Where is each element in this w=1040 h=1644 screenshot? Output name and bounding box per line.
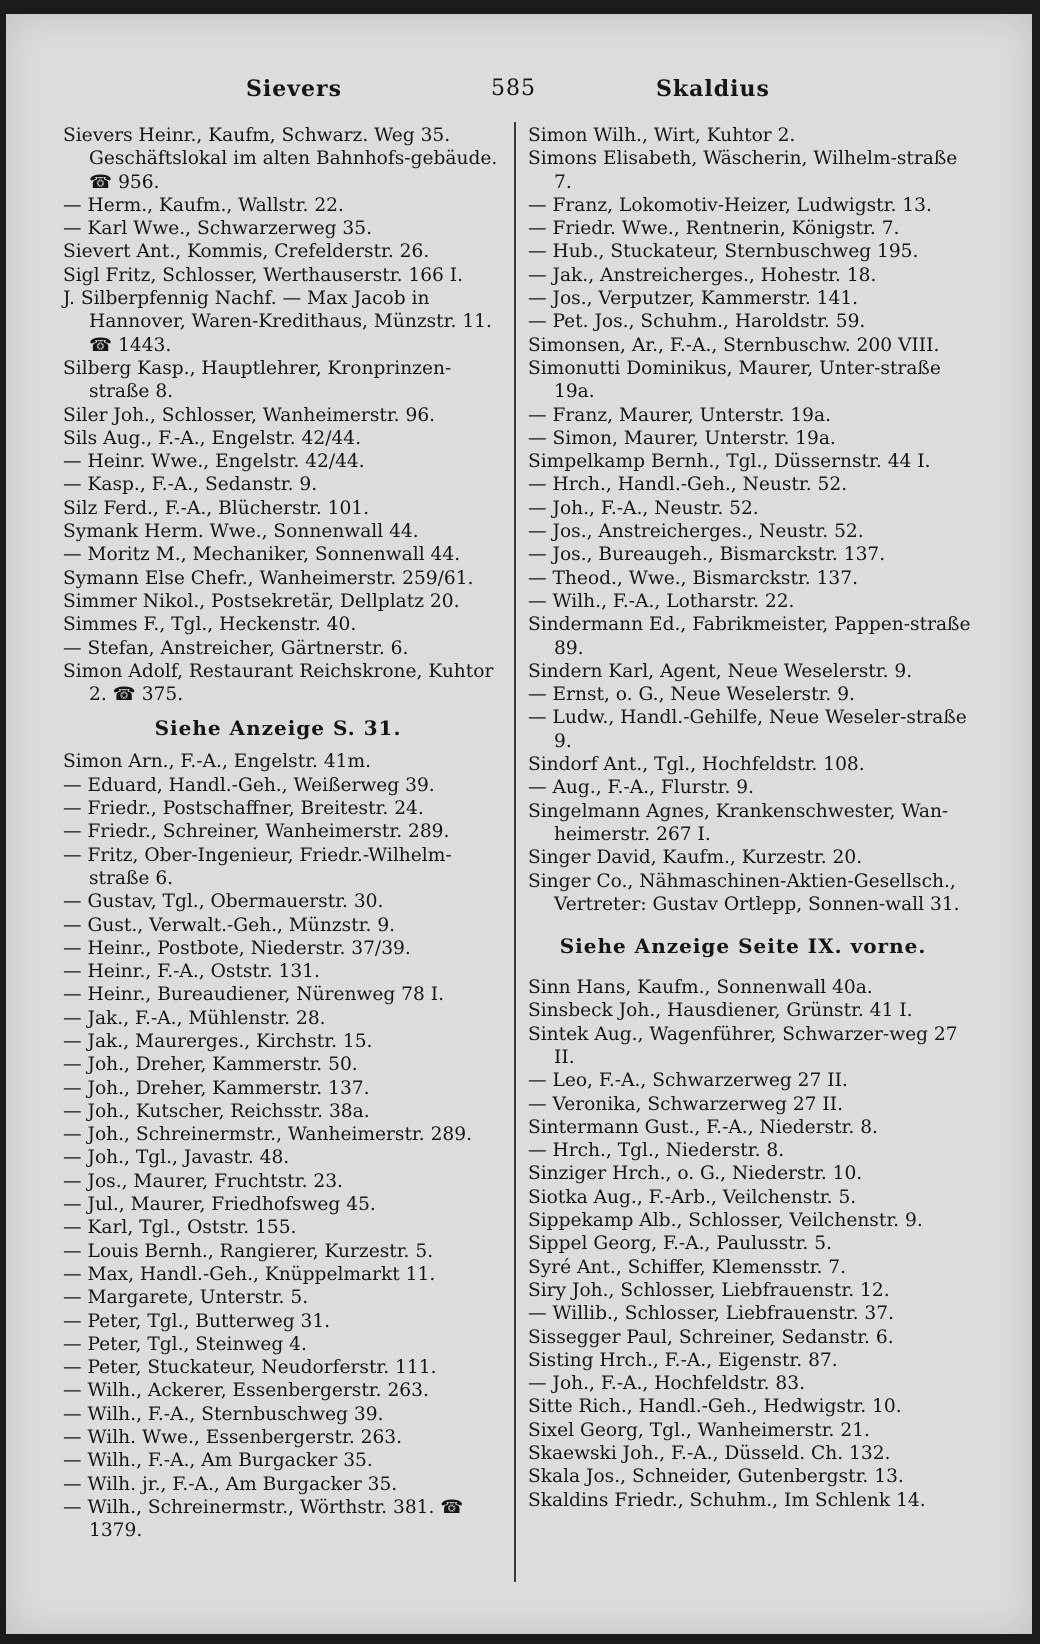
directory-entry: Siotka Aug., F.-Arb., Veilchenstr. 5. <box>528 1186 857 1208</box>
directory-entry: — Peter, Stuckateur, Neudorferstr. 111. <box>63 1357 437 1379</box>
directory-entry: — Max, Handl.-Geh., Knüppelmarkt 11. <box>63 1263 436 1285</box>
directory-entry: Silz Ferd., F.-A., Blücherstr. 101. <box>63 497 370 519</box>
running-head-left: Sievers <box>246 76 342 102</box>
directory-entry: Symank Herm. Wwe., Sonnenwall 44. <box>63 521 419 543</box>
directory-entry: Siry Joh., Schlosser, Liebfrauenstr. 12. <box>528 1279 890 1301</box>
directory-entry: — Karl Wwe., Schwarzerweg 35. <box>63 218 372 240</box>
directory-entry: Simmes F., Tgl., Heckenstr. 40. <box>63 614 357 636</box>
directory-entry: — Willib., Schlosser, Liebfrauenstr. 37. <box>528 1303 894 1325</box>
directory-entry: — Pet. Jos., Schuhm., Haroldstr. 59. <box>528 311 866 333</box>
directory-entry: Sindorf Ant., Tgl., Hochfeldstr. 108. <box>528 754 865 776</box>
directory-entry: Silberg Kasp., Hauptlehrer, Kronprinzen-straße 8. <box>63 357 452 403</box>
directory-entry: — Joh., F.-A., Neustr. 52. <box>528 497 759 519</box>
directory-entry: Sinn Hans, Kaufm., Sonnenwall 40a. <box>528 977 873 999</box>
directory-entry: Siler Joh., Schlosser, Wanheimerstr. 96. <box>63 404 436 426</box>
directory-entry: Simmer Nikol., Postsekretär, Dellplatz 20. <box>63 590 460 612</box>
directory-entry: Skala Jos., Schneider, Gutenbergstr. 13. <box>528 1466 904 1488</box>
directory-entry: Singer Co., Nähmaschinen-Aktien-Gesellsch., Vertreter: Gustav Ortlepp, Sonnen-wall 31. <box>528 870 960 915</box>
directory-entry: — Peter, Tgl., Steinweg 4. <box>63 1333 307 1355</box>
directory-entry: — Aug., F.-A., Flurstr. 9. <box>528 777 755 799</box>
right-column <box>528 124 971 1512</box>
directory-entry: Simons Elisabeth, Wäscherin, Wilhelm-straße 7. <box>528 148 958 193</box>
left-column <box>63 124 498 1543</box>
directory-entry: Sils Aug., F.-A., Engelstr. 42/44. <box>63 427 362 449</box>
directory-entry: Sissegger Paul, Schreiner, Sedanstr. 6. <box>528 1326 894 1348</box>
directory-entry: — Moritz M., Mechaniker, Sonnenwall 44. <box>63 544 461 566</box>
directory-entry: Skaewski Joh., F.-A., Düsseld. Ch. 132. <box>528 1443 891 1465</box>
directory-entry: Skaldins Friedr., Schuhm., Im Schlenk 14. <box>528 1489 926 1511</box>
directory-entry: — Wilh., F.-A., Sternbuschweg 39. <box>63 1403 384 1425</box>
directory-entry: Sippel Georg, F.-A., Paulusstr. 5. <box>528 1233 832 1255</box>
directory-page <box>6 14 1032 1634</box>
directory-entry: — Franz, Maurer, Unterstr. 19a. <box>528 404 831 426</box>
directory-entry: Sisting Hrch., F.-A., Eigenstr. 87. <box>528 1349 838 1371</box>
directory-entry: Syré Ant., Schiffer, Klemensstr. 7. <box>528 1256 847 1278</box>
directory-entry: — Friedr. Wwe., Rentnerin, Königstr. 7. <box>528 218 900 240</box>
directory-entry: Simon Arn., F.-A., Engelstr. 41m. <box>63 751 372 773</box>
directory-entry: — Karl, Tgl., Oststr. 155. <box>63 1217 297 1239</box>
directory-entry: Sintek Aug., Wagenführer, Schwarzer-weg 27 II. <box>528 1023 958 1068</box>
directory-entry: — Fritz, Ober-Ingenieur, Friedr.-Wilhelm-straße 6. <box>63 844 452 889</box>
directory-entry: Simon Adolf, Restaurant Reichskrone, Kuhtor 2. ☎ 375. <box>63 660 494 706</box>
directory-entry: Sigl Fritz, Schlosser, Werthauserstr. 166 I. <box>63 264 464 286</box>
directory-entry: Sitte Rich., Handl.-Geh., Hedwigstr. 10. <box>528 1396 902 1418</box>
directory-entry: Simon Wilh., Wirt, Kuhtor 2. <box>528 125 796 146</box>
directory-entry: — Herm., Kaufm., Wallstr. 22. <box>63 194 344 216</box>
directory-entry: — Margarete, Unterstr. 5. <box>63 1287 309 1309</box>
directory-entry: — Hrch., Tgl., Niederstr. 8. <box>528 1140 785 1162</box>
advertisement-notice: Siehe Anzeige S. 31. <box>154 716 402 741</box>
directory-entry: Singelmann Agnes, Krankenschwester, Wan-heimerstr. 267 I. <box>528 800 949 845</box>
directory-entry: — Joh., Schreinermstr., Wanheimerstr. 289. <box>63 1124 472 1146</box>
directory-entry: Sinsbeck Joh., Hausdiener, Grünstr. 41 I. <box>528 1000 913 1022</box>
directory-entry: — Wilh., F.-A., Lotharstr. 22. <box>528 590 795 612</box>
directory-entry: — Jos., Maurer, Fruchtstr. 23. <box>63 1170 343 1192</box>
directory-entry: — Leo, F.-A., Schwarzerweg 27 II. <box>528 1070 848 1092</box>
page-number: 585 <box>491 76 536 101</box>
directory-entry: — Gust., Verwalt.-Geh., Münzstr. 9. <box>63 914 396 936</box>
directory-entry: Sinziger Hrch., o. G., Niederstr. 10. <box>528 1163 863 1185</box>
column-divider <box>514 122 516 1582</box>
directory-entry: — Heinr., F.-A., Oststr. 131. <box>63 961 320 983</box>
directory-entry: Singer David, Kaufm., Kurzestr. 20. <box>528 847 863 869</box>
directory-entry: — Wilh., F.-A., Am Burgacker 35. <box>63 1450 373 1472</box>
directory-entry: — Jos., Verputzer, Kammerstr. 141. <box>528 288 859 310</box>
directory-entry: — Hub., Stuckateur, Sternbuschweg 195. <box>528 241 919 263</box>
directory-entry: Simpelkamp Bernh., Tgl., Düssernstr. 44 I. <box>528 451 931 473</box>
directory-entry: Sievert Ant., Kommis, Crefelderstr. 26. <box>63 241 430 263</box>
directory-entry: — Wilh. jr., F.-A., Am Burgacker 35. <box>63 1473 398 1495</box>
directory-entry: — Peter, Tgl., Butterweg 31. <box>63 1310 331 1332</box>
running-head-right: Skaldius <box>656 76 770 102</box>
directory-entry: — Jak., Anstreicherges., Hohestr. 18. <box>528 264 877 286</box>
directory-entry: — Ludw., Handl.-Gehilfe, Neue Weseler-straße 9. <box>528 707 967 752</box>
directory-entry: — Heinr., Postbote, Niederstr. 37/39. <box>63 937 411 959</box>
directory-entry: Simonsen, Ar., F.-A., Sternbuschw. 200 VIII. <box>528 334 940 356</box>
directory-entry: Sintermann Gust., F.-A., Niederstr. 8. <box>528 1116 878 1138</box>
directory-entry: — Joh., Tgl., Javastr. 48. <box>63 1147 290 1169</box>
directory-entry: — Franz, Lokomotiv-Heizer, Ludwigstr. 13. <box>528 194 932 216</box>
directory-entry: — Hrch., Handl.-Geh., Neustr. 52. <box>528 474 848 496</box>
directory-entry: Sindern Karl, Agent, Neue Weselerstr. 9. <box>528 660 913 682</box>
directory-entry: — Friedr., Postschaffner, Breitestr. 24. <box>63 798 424 820</box>
directory-entry: — Joh., Dreher, Kammerstr. 137. <box>63 1077 370 1099</box>
directory-entry: — Eduard, Handl.-Geh., Weißerweg 39. <box>63 774 435 796</box>
directory-entry: — Wilh., Ackerer, Essenbergerstr. 263. <box>63 1380 429 1402</box>
directory-entry: — Ernst, o. G., Neue Weselerstr. 9. <box>528 684 855 706</box>
directory-entry: — Jul., Maurer, Friedhofsweg 45. <box>63 1194 376 1216</box>
directory-entry: — Wilh., Schreinermstr., Wörthstr. 381. ☎ 1379. <box>63 1496 464 1542</box>
directory-entry: Symann Else Chefr., Wanheimerstr. 259/61. <box>63 567 474 589</box>
directory-entry: Sippekamp Alb., Schlosser, Veilchenstr. 9. <box>528 1210 923 1232</box>
directory-entry: — Jos., Bureaugeh., Bismarckstr. 137. <box>528 544 886 566</box>
directory-entry: Sindermann Ed., Fabrikmeister, Pappen-straße 89. <box>528 614 971 659</box>
directory-entry: — Kasp., F.-A., Sedanstr. 9. <box>63 474 318 496</box>
directory-entry: — Wilh. Wwe., Essenbergerstr. 263. <box>63 1427 403 1449</box>
directory-entry: — Veronika, Schwarzerweg 27 II. <box>528 1093 844 1115</box>
directory-entry: — Heinr., Bureaudiener, Nürenweg 78 I. <box>63 984 444 1006</box>
directory-entry: — Louis Bernh., Rangierer, Kurzestr. 5. <box>63 1240 434 1262</box>
directory-entry: — Simon, Maurer, Unterstr. 19a. <box>528 427 836 449</box>
directory-entry: — Jak., F.-A., Mühlenstr. 28. <box>63 1007 326 1029</box>
directory-entry: — Gustav, Tgl., Obermauerstr. 30. <box>63 891 384 913</box>
directory-entry: — Theod., Wwe., Bismarckstr. 137. <box>528 567 858 589</box>
page-header <box>6 76 1032 106</box>
directory-entry: — Jak., Maurerges., Kirchstr. 15. <box>63 1030 373 1052</box>
directory-entry: — Heinr. Wwe., Engelstr. 42/44. <box>63 451 365 473</box>
advertisement-notice: Siehe Anzeige Seite IX. vorne. <box>559 934 927 959</box>
directory-entry: — Stefan, Anstreicher, Gärtnerstr. 6. <box>63 637 409 659</box>
directory-entry: — Joh., Dreher, Kammerstr. 50. <box>63 1054 358 1076</box>
directory-entry: — Joh., F.-A., Hochfeldstr. 83. <box>528 1373 805 1395</box>
directory-entry: — Jos., Anstreicherges., Neustr. 52. <box>528 521 864 543</box>
directory-entry: J. Silberpfennig Nachf. — Max Jacob in Hannover, Waren-Kredithaus, Münzstr. 11. ☎ 1443. <box>63 288 492 356</box>
directory-entry: Simonutti Dominikus, Maurer, Unter-straße 19a. <box>528 357 941 403</box>
directory-entry: Sixel Georg, Tgl., Wanheimerstr. 21. <box>528 1419 870 1441</box>
directory-entry: — Friedr., Schreiner, Wanheimerstr. 289. <box>63 821 450 843</box>
directory-entry: — Joh., Kutscher, Reichsstr. 38a. <box>63 1100 370 1122</box>
directory-entry: Sievers Heinr., Kaufm, Schwarz. Weg 35. Geschäftslokal im alten Bahnhofs-gebäude. ☎ 956. <box>63 125 498 193</box>
